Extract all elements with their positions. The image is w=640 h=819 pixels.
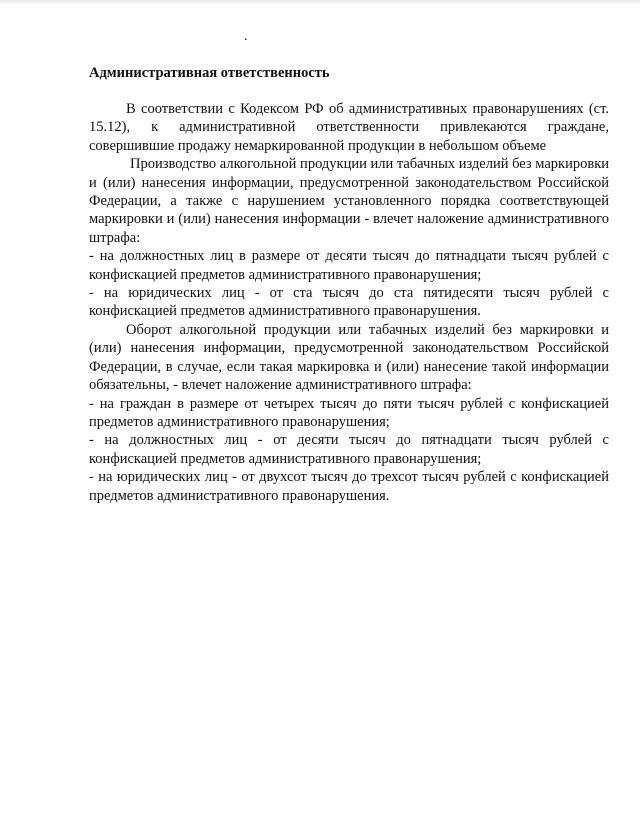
document-body xyxy=(89,100,609,505)
paragraph-intro: В соответствии с Кодексом РФ об административных правонарушениях (ст. 15.12), к административной ответственности привлекаются граждане, совершившие продажу немаркированной продукции в небольшом объеме xyxy=(89,101,609,154)
document-title: Административная ответственность xyxy=(89,65,330,81)
list-item-production-officials: - на должностных лиц в размере от десяти тысяч до пятнадцати тысяч рублей с конфискацией предметов административного правонарушения; xyxy=(89,248,609,283)
header-dot: . xyxy=(244,29,248,44)
list-item-circulation-officials: - на должностных лиц - от десяти тысяч до пятнадцати тысяч рублей с конфискацией предметов административного правонарушения; xyxy=(89,432,609,467)
list-item-circulation-citizens: - на граждан в размере от четырех тысяч до пяти тысяч рублей с конфискацией предметов административного правонарушения; xyxy=(89,395,609,430)
paragraph-circulation: Оборот алкогольной продукции или табачных изделий без маркировки и (или) нанесения информации, предусмотренной законодательством Российской Федерации, в случае, если такая маркировка и (или) нанесение такой информации обязательны, - влечет наложение административного штрафа: xyxy=(89,321,609,394)
list-item-production-legal-entities: - на юридических лиц - от ста тысяч до ста пятидесяти тысяч рублей с конфискацией предметов административного правонарушения. xyxy=(89,285,609,320)
list-item-circulation-legal-entities: - на юридических лиц - от двухсот тысяч до трехсот тысяч рублей с конфискацией предметов административного правонарушения. xyxy=(89,469,609,504)
paragraph-production: Производство алкогольной продукции или табачных изделий без маркировки и (или) нанесения информации, предусмотренной законодательством Российской Федерации, а также с нарушением установленного порядка соответствующей маркировки и (или) нанесения информации - влечет наложение административного штрафа: xyxy=(89,156,609,246)
